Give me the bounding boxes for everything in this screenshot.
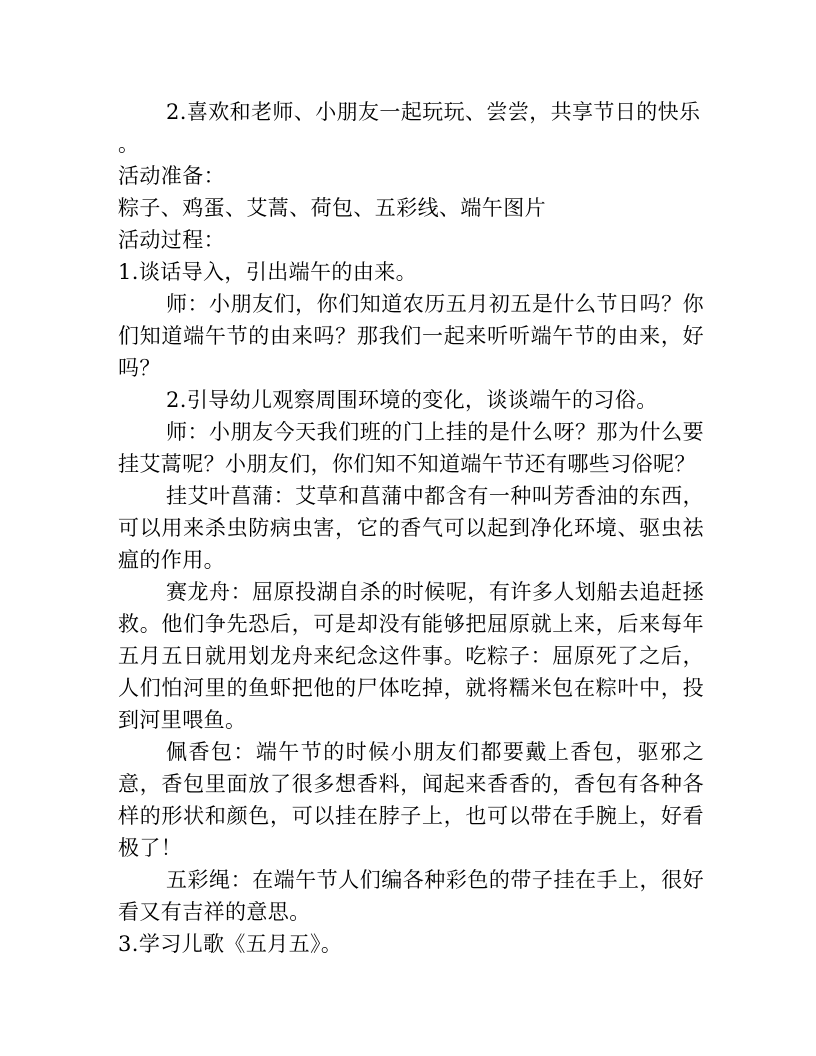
custom-aiye-paragraph: 挂艾叶菖蒲：艾草和菖蒲中都含有一种叫芳香油的东西，可以用来杀虫防病虫害，它的香气可以起到净化环境、驱虫祛瘟的作用。: [118, 484, 704, 572]
teacher-question-1: 师：小朋友们，你们知道农历五月初五是什么节日吗？你们知道端午节的由来吗？那我们一起来听听端午节的由来，好吗？: [118, 292, 704, 380]
goal-2-line: 2.喜欢和老师、小朋友一起玩玩、尝尝，共享节日的快乐: [166, 100, 701, 124]
teacher-question-2: 师：小朋友今天我们班的门上挂的是什么呀？那为什么要挂艾蒿呢？小朋友们，你们知不知道端午节还有哪些习俗呢？: [118, 420, 704, 476]
prep-heading: 活动准备：: [118, 164, 225, 188]
document-page: [118, 96, 704, 960]
step-1-heading: 1.谈话导入，引出端午的由来。: [118, 260, 418, 284]
goal-2-tail: 。: [118, 132, 140, 156]
prep-items: 粽子、鸡蛋、艾蒿、荷包、五彩线、端午图片: [118, 196, 546, 220]
custom-dragonboat-paragraph: 赛龙舟：屈原投湖自杀的时候呢，有许多人划船去追赶拯救。他们争先恐后，可是却没有能够把屈原就上来，后来每年五月五日就用划龙舟来纪念这件事。吃粽子：屈原死了之后，人们怕河里的鱼虾把他的尸体吃掉，就将糯米包在粽叶中，投到河里喂鱼。: [118, 580, 704, 732]
step-2-heading: 2.引导幼儿观察周围环境的变化，谈谈端午的习俗。: [166, 388, 658, 412]
process-heading: 活动过程：: [118, 228, 225, 252]
custom-rope-paragraph: 五彩绳：在端午节人们编各种彩色的带子挂在手上，很好看又有吉祥的意思。: [118, 868, 704, 924]
step-3-heading: 3.学习儿歌《五月五》。: [118, 932, 343, 956]
custom-sachet-paragraph: 佩香包：端午节的时候小朋友们都要戴上香包，驱邪之意，香包里面放了很多想香料，闻起来香香的，香包有各种各样的形状和颜色，可以挂在脖子上，也可以带在手腕上，好看极了！: [118, 740, 704, 860]
